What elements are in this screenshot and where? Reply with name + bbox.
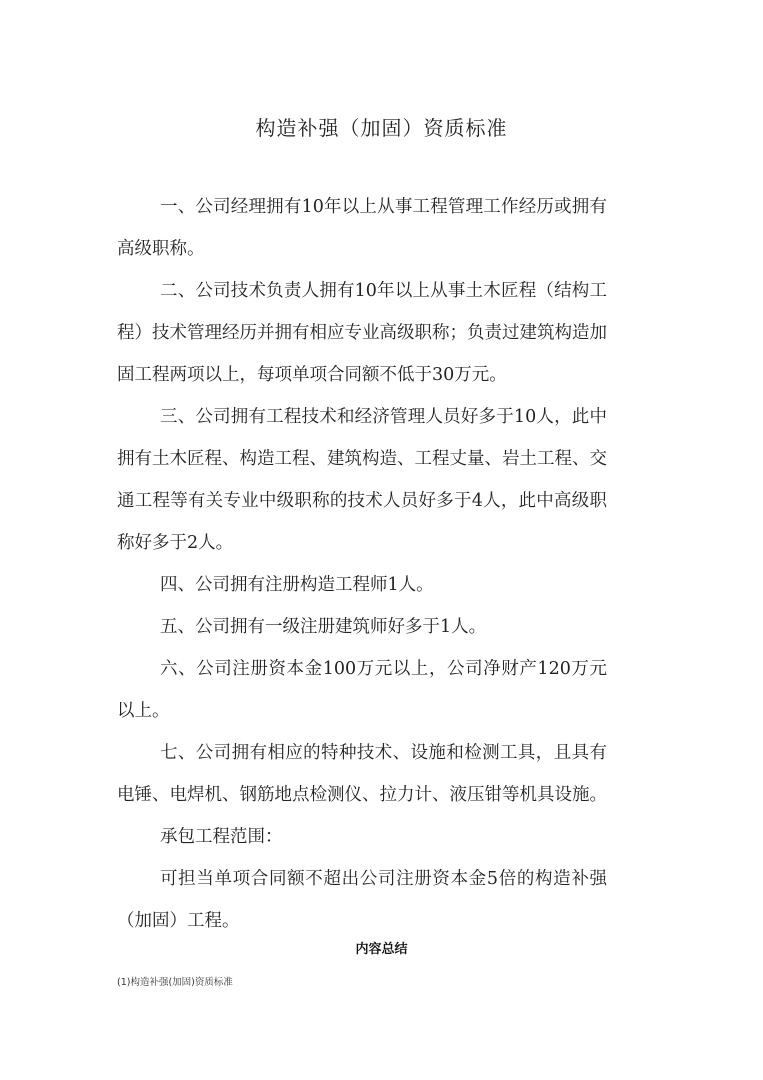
summary-heading: 内容总结 bbox=[355, 942, 408, 957]
paragraph-4: 四、公司拥有注册构造工程师1人。 bbox=[160, 575, 434, 595]
paragraph-3: 三、公司拥有工程技术和经济管理人员好多于10人，此中拥有土木匠程、构造工程、建筑构造、工程丈量、岩土工程、交通工程等有关专业中级职称的技术人员好多于4人，此中高级职称好多于2人。 bbox=[117, 407, 607, 553]
paragraph-1: 一、公司经理拥有10年以上从事工程管理工作经历或拥有高级职称。 bbox=[117, 197, 607, 259]
paragraph-6: 六、公司注册资本金100万元以上，公司净财产120万元以上。 bbox=[117, 659, 607, 721]
paragraph-5: 五、公司拥有一级注册建筑师好多于1人。 bbox=[160, 617, 487, 637]
document-body bbox=[117, 186, 607, 942]
scope-text: 可担当单项合同额不超出公司注册资本金5倍的构造补强（加固）工程。 bbox=[117, 869, 607, 931]
scope-heading: 承包工程范围： bbox=[160, 827, 283, 847]
paragraph-7: 七、公司拥有相应的特种技术、设施和检测工具，且具有电锤、电焊机、钢筋地点检测仪、拉力计、液压钳等机具设施。 bbox=[117, 743, 607, 805]
summary-item: (1)构造补强(加固)资质标准 bbox=[117, 977, 233, 988]
paragraph-2: 二、公司技术负责人拥有10年以上从事土木匠程（结构工程）技术管理经历并拥有相应专业高级职称；负责过建筑构造加固工程两项以上，每项单项合同额不低于30万元。 bbox=[117, 281, 607, 385]
document-title: 构造补强（加固）资质标准 bbox=[255, 116, 508, 140]
